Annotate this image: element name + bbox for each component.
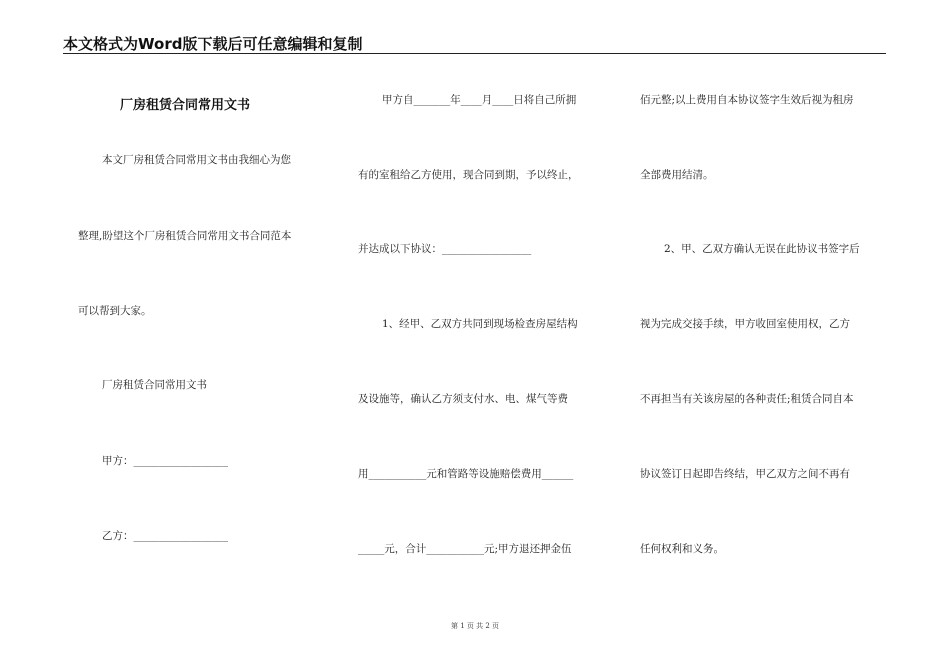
col3-line-6: 协议签订日起即告终结，甲乙双方之间不再有 — [640, 468, 850, 480]
blank-segment: ______ — [541, 468, 574, 480]
text-segment: 元，合计 — [384, 543, 427, 555]
col2-line-5: 及设施等，确认乙方须支付水、电、煤气等费 — [358, 393, 568, 405]
col3-line-7: 任何权利和义务。 — [640, 543, 724, 555]
intro-line-1: 本文厂房租赁合同常用文书由我细心为您 — [102, 154, 291, 166]
blank-segment: ____ — [460, 94, 482, 106]
intro-line-3: 可以帮到大家。 — [78, 305, 152, 317]
blank-segment: _______ — [413, 94, 451, 106]
text-segment: 元;甲方退还押金伍 — [484, 543, 572, 555]
col2-line-6 — [358, 467, 573, 481]
col3-line-2: 全部费用结清。 — [640, 169, 714, 181]
text-segment: 年 — [450, 94, 461, 106]
header-divider — [63, 53, 886, 54]
blank-segment: ___________ — [368, 468, 427, 480]
blank-segment: _________________ — [442, 243, 532, 255]
blank-segment: _____ — [358, 543, 385, 555]
party-a-blank: __________________ — [133, 455, 228, 467]
party-b-blank: __________________ — [133, 530, 228, 542]
text-segment: 用 — [358, 468, 369, 480]
col2-line-2: 有的室租给乙方使用，现合同到期，予以终止， — [358, 169, 579, 181]
document-title: 厂房租赁合同常用文书 — [120, 98, 251, 113]
text-segment: 并达成以下协议： — [358, 243, 442, 255]
blank-segment: ____ — [492, 94, 514, 106]
party-b-label: 乙方： — [102, 530, 134, 542]
col3-line-4: 视为完成交接手续，甲方收回室使用权，乙方 — [640, 318, 850, 330]
col2-line-7 — [358, 542, 572, 556]
col2-line-1 — [382, 93, 576, 107]
party-b-line — [102, 529, 228, 543]
party-a-label: 甲方： — [102, 455, 134, 467]
blank-segment: ___________ — [426, 543, 484, 555]
col2-line-3 — [358, 242, 531, 256]
contract-subtitle: 厂房租赁合同常用文书 — [102, 379, 207, 391]
col3-line-3: 2、甲、乙双方确认无误在此协议书签字后 — [664, 243, 860, 255]
party-a-line — [102, 454, 228, 468]
text-segment: 日将自己所拥 — [513, 94, 577, 106]
col2-line-4: 1、经甲、乙双方共同到现场检查房屋结构 — [382, 318, 578, 330]
col3-line-5: 不再担当有关该房屋的各种责任;租赁合同自本 — [640, 393, 854, 405]
text-segment: 元和管路等设施赔偿费用 — [426, 468, 542, 480]
page-number: 第 1 页 共 2 页 — [450, 622, 500, 630]
text-segment: 甲方自 — [382, 94, 414, 106]
intro-line-2: 整理,盼望这个厂房租赁合同常用文书合同范本 — [78, 230, 292, 242]
col3-line-1: 佰元整;以上费用自本协议签字生效后视为租房 — [640, 94, 854, 106]
header-title: 本文格式为Word版下载后可任意编辑和复制 — [63, 35, 363, 53]
text-segment: 月 — [481, 94, 493, 106]
